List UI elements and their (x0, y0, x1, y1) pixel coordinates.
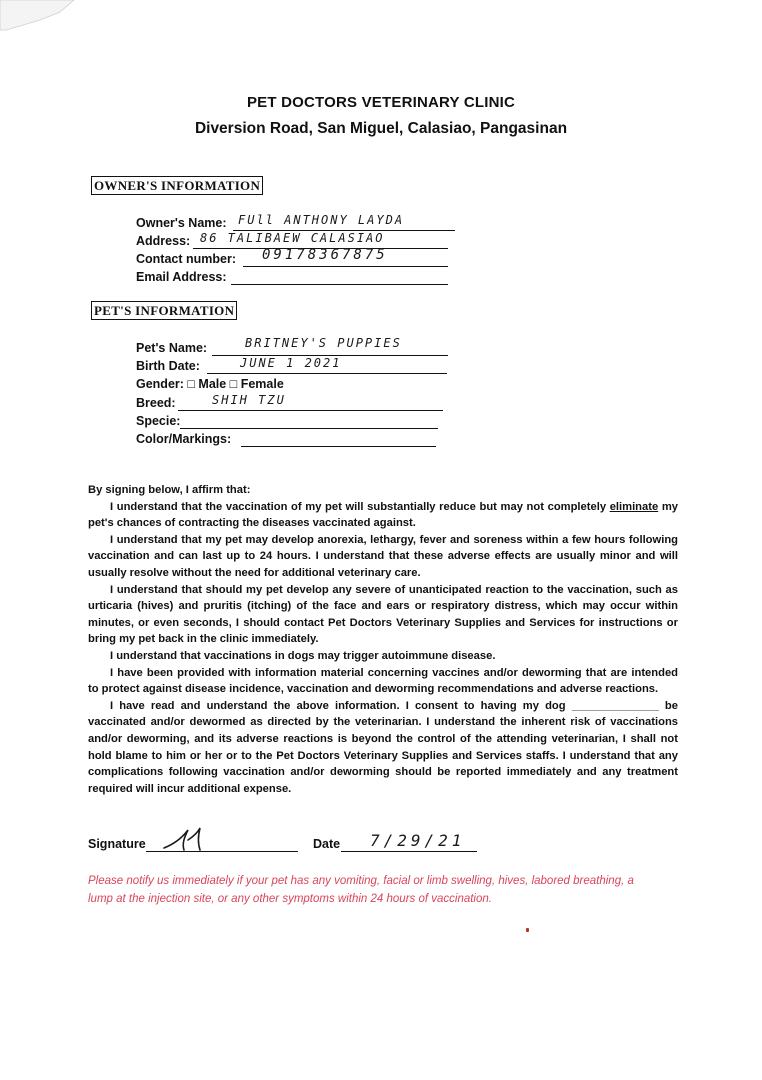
affirmation-lead: By signing below, I affirm that: (88, 484, 251, 496)
affirmation-paragraph-2: I understand that my pet may develop anorexia, lethargy, fever and soreness within a few hours following vaccination and can last up to 24 hours. I understand that these adverse effects are usually minor and will usually resolve without the need for additional veterinary care. (88, 533, 678, 579)
signature-label: Signature (88, 837, 146, 851)
pet-section-title: PET'S INFORMATION (91, 301, 237, 320)
breed-value: SHIH TZU (212, 393, 286, 407)
birth-date-line[interactable] (207, 373, 447, 374)
owner-name-value: FUll ANTHONY LAYDA (238, 213, 405, 227)
owner-section-title: OWNER'S INFORMATION (91, 176, 263, 195)
owner-address-value: 86 TALIBAEW CALASIAO (200, 231, 385, 245)
breed-label: Breed: (136, 396, 176, 410)
color-markings-line[interactable] (241, 446, 436, 447)
birth-date-value: JUNE 1 2021 (240, 356, 342, 370)
owner-address-label: Address: (136, 234, 191, 248)
affirmation-paragraph-1 (88, 499, 678, 532)
folded-corner (0, 0, 80, 40)
date-line[interactable] (341, 851, 477, 852)
affirmation-paragraph-6: I have read and understand the above information. I consent to having my dog ______________ be vaccinated and/or dewormed as directed by the veterinarian. I understand the inherent risk of vaccinations and/or deworming, and its adverse reactions is beyond the control of the attending veterinarian, I shall not hold blame to him or her or to the Pet Doctors Veterinary Supplies and Services staffs. I understand that any complications following vaccination and/or deworming should be reported immediately and any treatment required will incur additional expense. (88, 699, 678, 795)
specie-line[interactable] (180, 428, 438, 429)
affirmation-p1-text-end: my pet's chances of contracting the diseases vaccinated against. (88, 500, 678, 530)
date-label: Date (313, 837, 341, 851)
affirmation-p1-underlined: eliminate (609, 500, 659, 513)
breed-line[interactable] (178, 410, 443, 411)
affirmation-paragraph-5: I have been provided with information material concerning vaccines and/or deworming that are intended to protect against disease incidence, vaccination and deworming recommendations and adverse reactions. (88, 666, 678, 696)
affirmation-p1-text: I understand that the vaccination of my pet will substantially reduce but may not completely (110, 500, 607, 513)
notice-text: Please notify us immediately if your pet has any vomiting, facial or limb swelling, hives, labored breathing, a lump at the injection site, or any other symptoms within 24 hours of vaccination. (88, 875, 634, 905)
pet-name-value: BRITNEY'S PUPPIES (245, 336, 402, 350)
affirmation-paragraph-4: I understand that vaccinations in dogs may trigger autoimmune disease. (110, 649, 496, 662)
gender-field[interactable]: Gender: □ Male □ Female (136, 377, 284, 391)
contact-number-value: 09178367875 (262, 247, 388, 263)
date-value: 7/29/21 (370, 831, 466, 850)
signature-scribble (158, 826, 218, 854)
affirmation-paragraph-3: I understand that should my pet develop any severe of unanticipated reaction to the vaccination, such as urticaria (hives) and pruritis (itching) of the face and ears or respiratory distress, which may occur within minutes, or even seconds, I should contact Pet Doctors Veterinary Supplies and Services for instructions or bring my pet back in the clinic immediately. (88, 583, 678, 646)
clinic-name: PET DOCTORS VETERINARY CLINIC (246, 94, 516, 111)
affirmation-text (88, 482, 678, 797)
contact-number-label: Contact number: (136, 252, 236, 266)
email-line[interactable] (231, 284, 448, 285)
contact-number-line[interactable] (243, 266, 448, 267)
birth-date-label: Birth Date: (136, 359, 200, 373)
email-label: Email Address: (136, 270, 227, 284)
color-markings-label: Color/Markings: (136, 432, 232, 446)
owner-name-label: Owner's Name: (136, 216, 227, 230)
ink-mark (526, 928, 529, 932)
specie-label: Specie: (136, 414, 181, 428)
pet-name-label: Pet's Name: (136, 341, 208, 355)
clinic-address: Diversion Road, San Miguel, Calasiao, Pangasinan (194, 120, 568, 137)
